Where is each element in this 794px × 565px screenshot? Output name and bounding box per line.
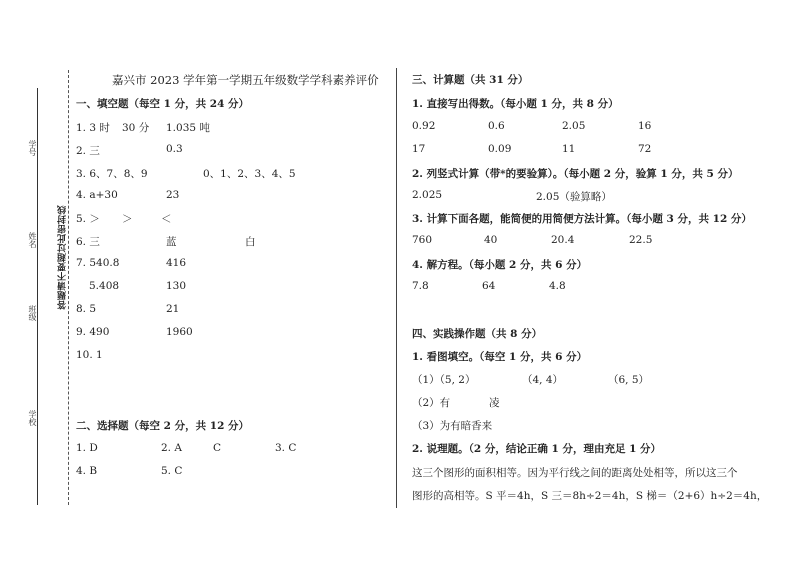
s4-q2: 2. 说理题。（2 分，结论正确 1 分，理由充足 1 分） xyxy=(412,443,662,455)
s1-cell: 1960 xyxy=(166,326,193,338)
s3-q1-answer: 2.05 xyxy=(562,120,586,132)
s1-cell: 7. 540.8 xyxy=(76,257,120,269)
s1-cell: 0.3 xyxy=(166,143,183,155)
s3-q3-answer: 20.4 xyxy=(551,234,575,246)
s1-cell: 1. 3 时 xyxy=(76,122,110,134)
s1-cell: 3. 6、7、8、9 xyxy=(76,168,148,180)
s3-q1-answer: 17 xyxy=(412,143,426,155)
s1-cell: 416 xyxy=(166,257,187,269)
s1-cell: 白 xyxy=(245,236,256,248)
s1-cell: 21 xyxy=(166,303,180,315)
s3-q1-answer: 0.09 xyxy=(488,143,512,155)
s4-q1-answer: 凌 xyxy=(489,397,500,409)
s4-q1-answer: （2）有 xyxy=(412,397,451,409)
s4-q1-answer: （6, 5） xyxy=(608,374,650,386)
s2-cell: 5. C xyxy=(161,465,183,477)
side-label-class: 班级 xyxy=(28,305,37,321)
s3-q1-answer: 72 xyxy=(638,143,652,155)
s1-cell: 6. 三 xyxy=(76,236,100,248)
s1-cell: 8. 5 xyxy=(76,303,97,315)
section-2-heading: 二、选择题（每空 2 分，共 12 分） xyxy=(76,420,250,432)
s1-cell: 30 分 xyxy=(122,122,150,134)
s2-cell: 4. B xyxy=(76,465,98,477)
s4-q2-line: 图形的高相等。S 平＝4h，S 三＝8h÷2＝4h，S 梯＝（2+6）h÷2＝4h， xyxy=(412,490,768,502)
s2-cell: 1. D xyxy=(76,442,98,454)
side-label-school: 学校 xyxy=(28,410,37,426)
s1-cell: 5.408 xyxy=(89,280,120,292)
s1-cell: ＜ xyxy=(161,213,172,225)
s1-cell: 蓝 xyxy=(166,236,177,248)
s3-q1-answer: 16 xyxy=(638,120,652,132)
s3-q2-answer: 2.05（验算略） xyxy=(536,191,612,203)
s3-q4: 4. 解方程。（每小题 2 分，共 6 分） xyxy=(412,259,588,271)
s3-q1-answer: 11 xyxy=(562,143,576,155)
s1-cell: 4. a+30 xyxy=(76,189,118,201)
s3-q1-answer: 0.6 xyxy=(488,120,505,132)
s2-cell: C xyxy=(213,442,222,454)
section-3-heading: 三、计算题（共 31 分） xyxy=(412,74,529,86)
s3-q4-answer: 7.8 xyxy=(412,280,429,292)
s2-cell: 2. A xyxy=(161,442,182,454)
section-4-heading: 四、实践操作题（共 8 分） xyxy=(412,328,543,340)
s4-q1-answer: （1）（5, 2） xyxy=(412,374,476,386)
s3-q3-answer: 760 xyxy=(412,234,433,246)
s1-cell: 10. 1 xyxy=(76,349,103,361)
s1-cell: 9. 490 xyxy=(76,326,110,338)
s3-q4-answer: 4.8 xyxy=(549,280,566,292)
section-1-heading: 一、填空题（每空 1 分，共 24 分） xyxy=(76,98,250,110)
s4-q1-answer: （4, 4） xyxy=(522,374,564,386)
s4-q1-answer: （3）为有暗香来 xyxy=(412,420,493,432)
side-label-name: 姓名 xyxy=(28,232,37,248)
s2-cell: 3. C xyxy=(275,442,297,454)
s1-cell: ＞ xyxy=(122,213,133,225)
s4-q1: 1. 看图填空。（每空 1 分，共 6 分） xyxy=(412,351,588,363)
s1-cell: 2. 三 xyxy=(76,145,100,157)
s3-q3-answer: 40 xyxy=(484,234,498,246)
s3-q3: 3. 计算下面各题，能简便的用简便方法计算。（每小题 3 分，共 12 分） xyxy=(412,213,752,225)
s1-cell: 23 xyxy=(166,189,180,201)
s3-q3-answer: 22.5 xyxy=(629,234,653,246)
side-label-student-no: 学号 xyxy=(28,140,37,156)
s1-cell: 0、1、2、3、4、5 xyxy=(203,168,296,180)
page-title: 嘉兴市 2023 学年第一学期五年级数学学科素养评价 xyxy=(112,73,379,87)
s1-cell: 130 xyxy=(166,280,187,292)
s3-q1-answer: 0.92 xyxy=(412,120,436,132)
s3-q2-answer: 2.025 xyxy=(412,189,443,201)
s4-q2-line: 这三个图形的面积相等。因为平行线之间的距离处处相等，所以这三个 xyxy=(412,467,738,479)
column-divider xyxy=(396,68,397,508)
s3-q1: 1. 直接写出得数。（每小题 1 分，共 8 分） xyxy=(412,98,619,110)
seal-line-text: 答题请不要超过此密封线 xyxy=(58,205,68,310)
s1-cell: 1.035 吨 xyxy=(166,122,210,134)
s3-q4-answer: 64 xyxy=(482,280,496,292)
s3-q2: 2. 列竖式计算（带*的要验算）。（每小题 2 分，验算 1 分，共 5 分） xyxy=(412,168,739,180)
s1-cell: 5. ＞ xyxy=(76,213,100,225)
